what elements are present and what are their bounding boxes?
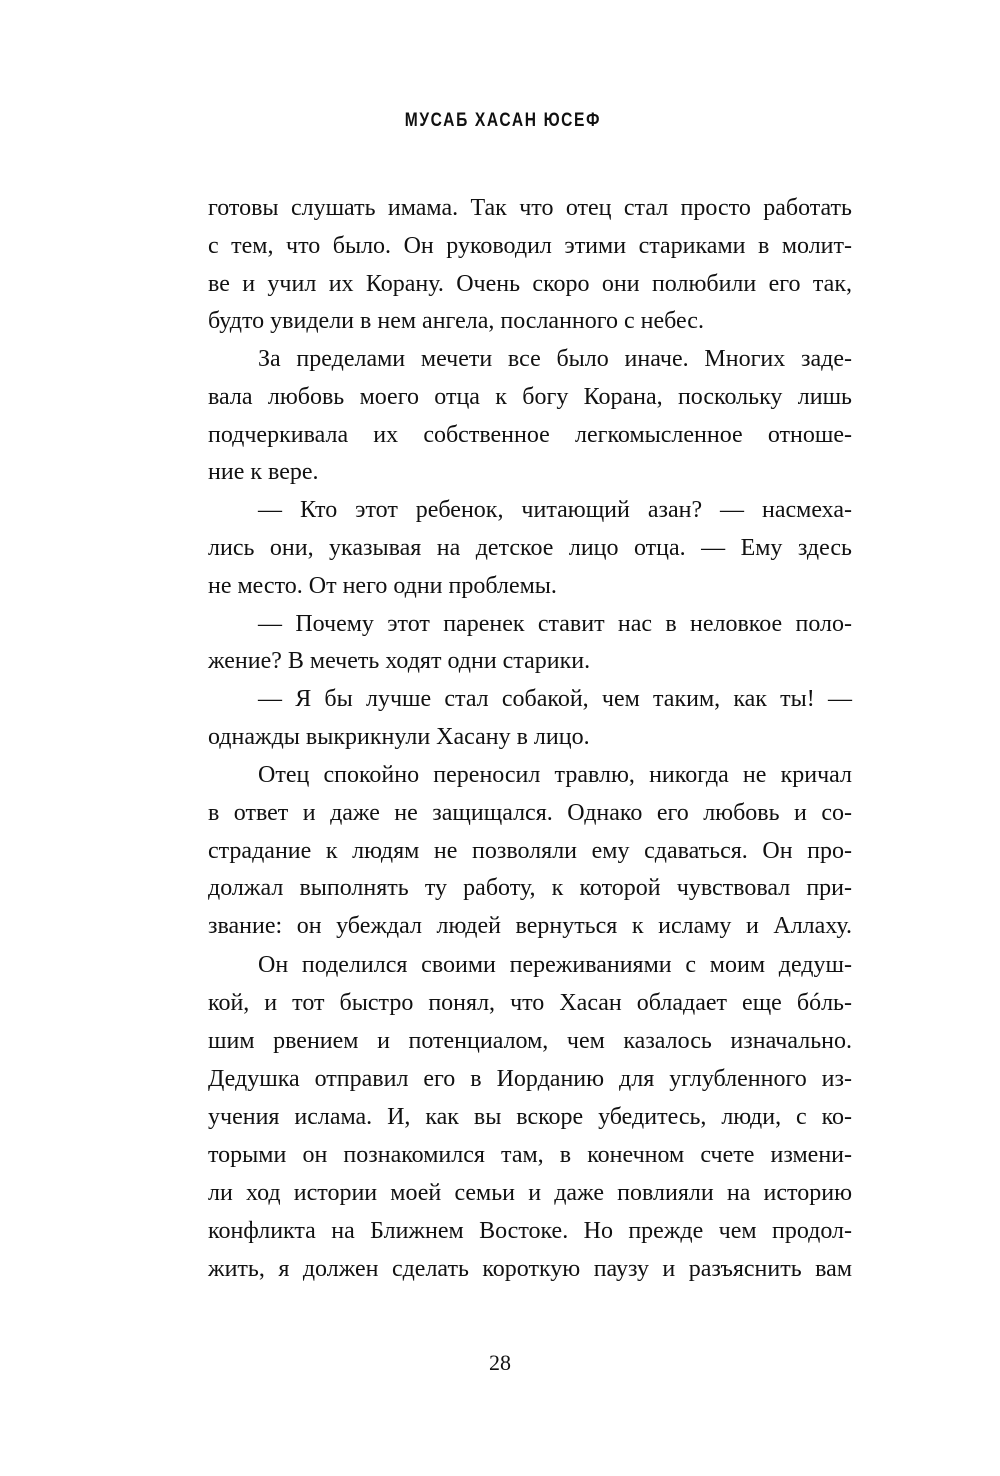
text-line: кой, и тот быстро понял, что Хасан обладает еще бóль- bbox=[208, 990, 852, 1016]
text-line: — Я бы лучше стал собакой, чем таким, как ты! — bbox=[258, 686, 852, 712]
text-line: — Почему этот паренек ставит нас в неловкое поло- bbox=[258, 611, 852, 637]
text-line: подчеркивала их собственное легкомысленное отноше- bbox=[208, 422, 852, 448]
text-line: ве и учил их Корану. Очень скоро они полюбили его так, bbox=[208, 271, 852, 297]
text-line: За пределами мечети все было иначе. Многих заде- bbox=[258, 346, 852, 372]
text-line: однажды выкрикнули Хасану в лицо. bbox=[208, 724, 590, 750]
text-line: Отец спокойно переносил травлю, никогда не кричал bbox=[258, 762, 852, 788]
text-line: вала любовь моего отца к богу Корана, поскольку лишь bbox=[208, 384, 852, 410]
text-line: Он поделился своими переживаниями с моим дедуш- bbox=[258, 952, 852, 978]
text-line: лись они, указывая на детское лицо отца. — Ему здесь bbox=[208, 535, 852, 561]
text-line: — Кто этот ребенок, читающий азан? — насмеха- bbox=[258, 497, 852, 523]
text-line: в ответ и даже не защищался. Однако его любовь и со- bbox=[208, 800, 852, 826]
text-line: жение? В мечеть ходят одни старики. bbox=[208, 648, 591, 674]
text-line: готовы слушать имама. Так что отец стал просто работать bbox=[208, 195, 852, 221]
text-line: ли ход истории моей семьи и даже повлияли на историю bbox=[208, 1180, 852, 1206]
text-line: будто увидели в нем ангела, посланного с небес. bbox=[208, 308, 704, 334]
text-line: ние к вере. bbox=[208, 459, 319, 485]
text-line: шим рвением и потенциалом, чем казалось изначально. bbox=[208, 1028, 852, 1054]
page-number: 28 bbox=[489, 1350, 511, 1375]
text-line: торыми он познакомился там, в конечном счете измени- bbox=[208, 1142, 852, 1168]
text-line: конфликта на Ближнем Востоке. Но прежде чем продол- bbox=[208, 1218, 852, 1244]
running-header: МУСАБ ХАСАН ЮСЕФ bbox=[404, 110, 602, 131]
text-line: должал выполнять ту работу, к которой чувствовал при- bbox=[208, 875, 852, 901]
text-line: учения ислама. И, как вы вскоре убедитесь, люди, с ко- bbox=[208, 1104, 852, 1130]
text-line: не место. От него одни проблемы. bbox=[208, 573, 557, 599]
text-line: страдание к людям не позволяли ему сдаваться. Он про- bbox=[208, 838, 852, 864]
text-line: звание: он убеждал людей вернуться к исламу и Аллаху. bbox=[208, 913, 852, 939]
text-line: Дедушка отправил его в Иорданию для углубленного из- bbox=[208, 1066, 852, 1092]
text-line: жить, я должен сделать короткую паузу и разъяснить вам bbox=[208, 1256, 852, 1282]
text-line: с тем, что было. Он руководил этими стариками в молит- bbox=[208, 233, 852, 259]
